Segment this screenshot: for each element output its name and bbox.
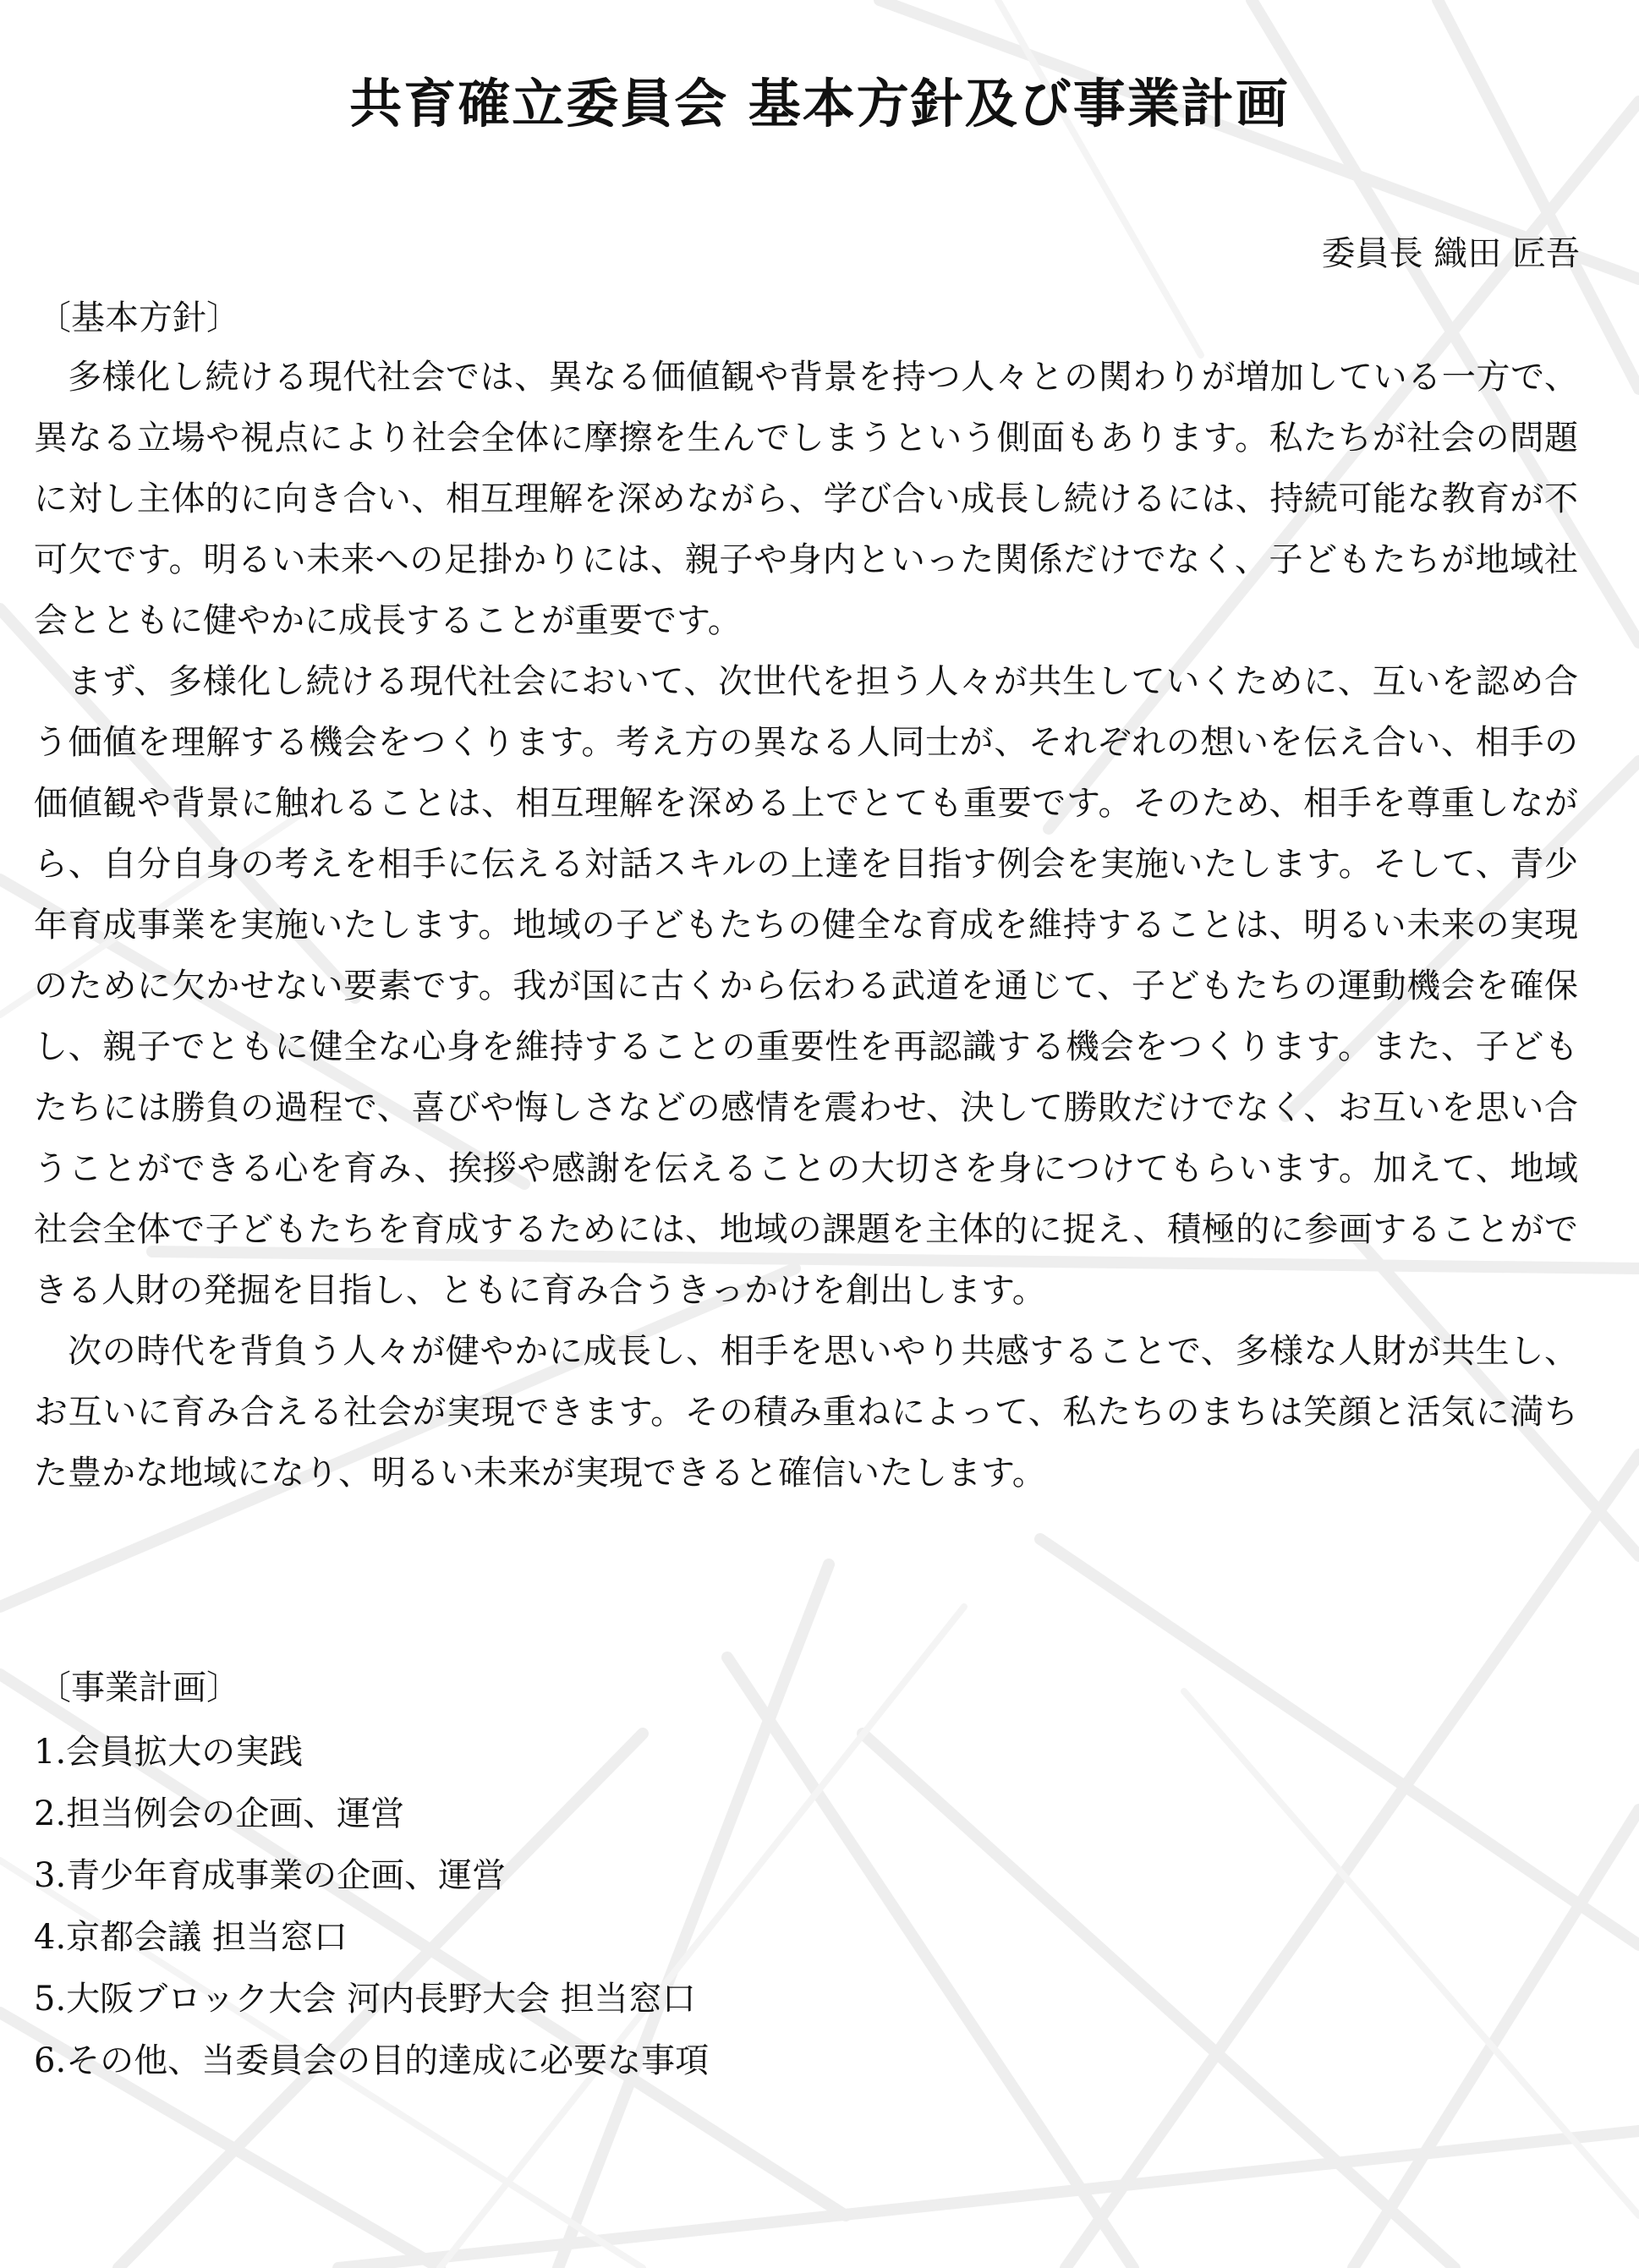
basic-policy-body (34, 347, 1578, 1504)
plan-item: 4.京都会議 担当窓口 (34, 1918, 348, 1957)
author-line: 委員長 織田 匠吾 (1321, 234, 1580, 273)
plan-item: 3.青少年育成事業の企画、運営 (34, 1856, 507, 1895)
plan-item: 6.その他、当委員会の目的達成に必要な事項 (34, 2041, 710, 2080)
basic-policy-heading: 〔基本方針〕 (37, 299, 240, 337)
plan-item: 2.担当例会の企画、運営 (34, 1794, 405, 1833)
business-plan-list (34, 1722, 709, 2092)
policy-paragraph: まず、多様化し続ける現代社会において、次世代を担う人々が共生していくために、互いを認め合う価値を理解する機会をつくります。考え方の異なる人同士が、それぞれの想いを伝え合い、相手の価値観や背景に触れることは、相互理解を深める上でとても重要です。そのため、相手を尊重しながら、自分自身の考えを相手に伝える対話スキルの上達を目指す例会を実施いたします。そして、青少年育成事業を実施いたします。地域の子どもたちの健全な育成を維持することは、明るい未来の実現のために欠かせない要素です。我が国に古くから伝わる武道を通じて、子どもたちの運動機会を確保し、親子でともに健全な心身を維持することの重要性を再認識する機会をつくります。また、子どもたちには勝負の過程で、喜びや悔しさなどの感情を震わせ、決して勝敗だけでなく、お互いを思い合うことができる心を育み、挨拶や感謝を伝えることの大切さを身につけてもらいます。加えて、地域社会全体で子どもたちを育成するためには、地域の課題を主体的に捉え、積極的に参画することができる人財の発掘を目指し、ともに育み合うきっかけを創出します。 (34, 662, 1578, 1310)
plan-item: 5.大阪ブロック大会 河内長野大会 担当窓口 (34, 1980, 696, 2019)
policy-paragraph: 次の時代を背負う人々が健やかに成長し、相手を思いやり共感することで、多様な人財が共生し、お互いに育み合える社会が実現できます。その積み重ねによって、私たちのまちは笑顔と活気に満ちた豊かな地域になり、明るい未来が実現できると確信いたします。 (34, 1332, 1578, 1493)
business-plan-heading: 〔事業計画〕 (37, 1668, 240, 1707)
plan-item: 1.会員拡大の実践 (34, 1733, 304, 1772)
policy-paragraph: 多様化し続ける現代社会では、異なる価値観や背景を持つ人々との関わりが増加している一方で、異なる立場や視点により社会全体に摩擦を生んでしまうという側面もあります。私たちが社会の問題に対し主体的に向き合い、相互理解を深めながら、学び合い成長し続けるには、持続可能な教育が不可欠です。明るい未来への足掛かりには、親子や身内といった関係だけでなく、子どもたちが地域社会とともに健やかに成長することが重要です。 (34, 358, 1578, 640)
document-title: 共育確立委員会 基本方針及び事業計画 (349, 73, 1290, 134)
